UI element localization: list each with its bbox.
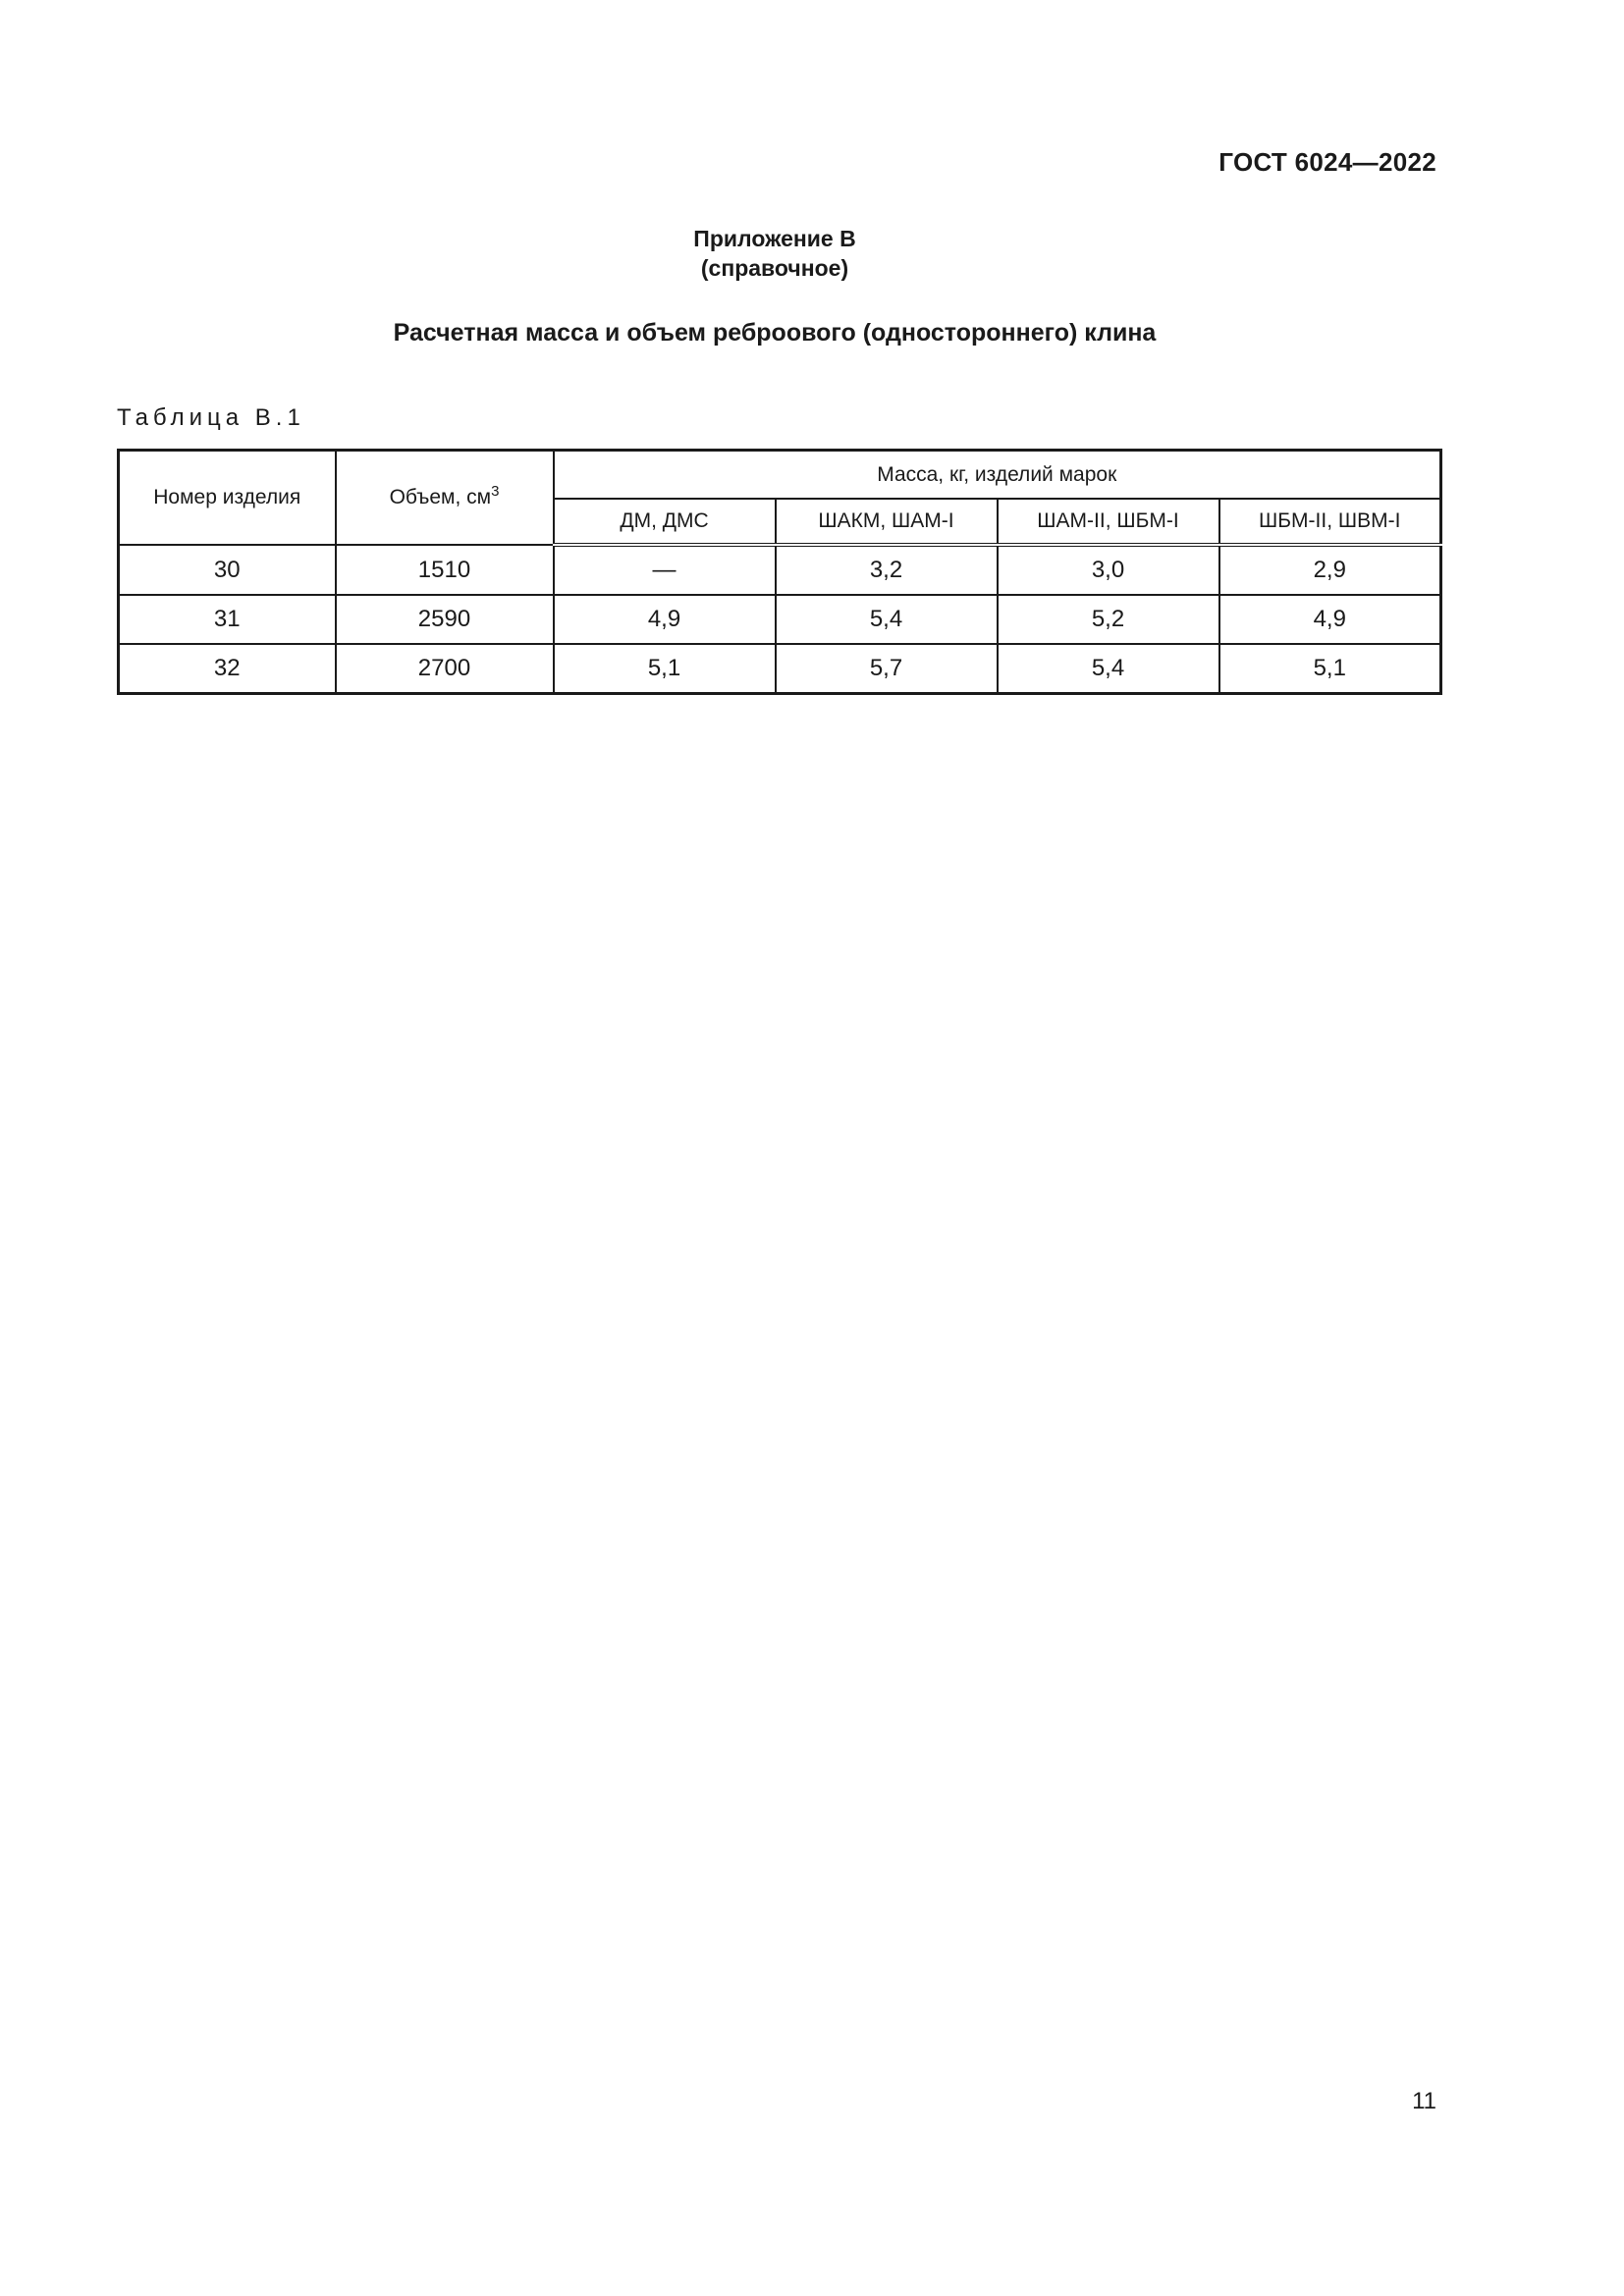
cell-mass: 5,7 bbox=[776, 644, 998, 694]
cell-mass: 5,2 bbox=[998, 595, 1219, 644]
header-volume-label: Объем, см bbox=[389, 486, 492, 508]
appendix-subtitle: (справочное) bbox=[700, 255, 849, 281]
cell-item-number: 32 bbox=[119, 644, 336, 694]
cell-mass: 3,2 bbox=[776, 545, 998, 595]
header-grade: ШБМ-II, ШВМ-I bbox=[1219, 499, 1441, 545]
table-row bbox=[119, 545, 1441, 595]
cell-item-number: 31 bbox=[119, 595, 336, 644]
table-row bbox=[119, 644, 1441, 694]
cell-mass: 5,4 bbox=[998, 644, 1219, 694]
header-volume bbox=[336, 451, 554, 546]
cell-mass: 5,4 bbox=[776, 595, 998, 644]
cell-volume: 2590 bbox=[336, 595, 554, 644]
cell-mass: 4,9 bbox=[1219, 595, 1441, 644]
cell-mass: 4,9 bbox=[554, 595, 776, 644]
appendix-title: Приложение В bbox=[693, 226, 856, 251]
section-title: Расчетная масса и объем реброового (одностороннего) клина bbox=[393, 319, 1157, 347]
cell-volume: 2700 bbox=[336, 644, 554, 694]
cell-mass: 3,0 bbox=[998, 545, 1219, 595]
appendix-heading bbox=[0, 224, 1549, 283]
document-code: ГОСТ 6024—2022 bbox=[1218, 147, 1436, 177]
cell-item-number: 30 bbox=[119, 545, 336, 595]
cell-volume: 1510 bbox=[336, 545, 554, 595]
header-grade: ШАКМ, ШАМ-I bbox=[776, 499, 998, 545]
table-row bbox=[119, 595, 1441, 644]
mass-volume-table bbox=[117, 449, 1442, 695]
header-mass-group: Масса, кг, изделий марок bbox=[554, 451, 1441, 500]
cell-mass: — bbox=[554, 545, 776, 595]
header-grade: ШАМ-II, ШБМ-I bbox=[998, 499, 1219, 545]
page-number: 11 bbox=[1412, 2088, 1436, 2114]
cell-mass: 5,1 bbox=[1219, 644, 1441, 694]
cell-mass: 2,9 bbox=[1219, 545, 1441, 595]
header-item-number: Номер изделия bbox=[119, 451, 336, 546]
table-caption: Таблица В.1 bbox=[117, 404, 305, 431]
header-volume-superscript: 3 bbox=[491, 483, 500, 500]
header-grade: ДМ, ДМС bbox=[554, 499, 776, 545]
cell-mass: 5,1 bbox=[554, 644, 776, 694]
